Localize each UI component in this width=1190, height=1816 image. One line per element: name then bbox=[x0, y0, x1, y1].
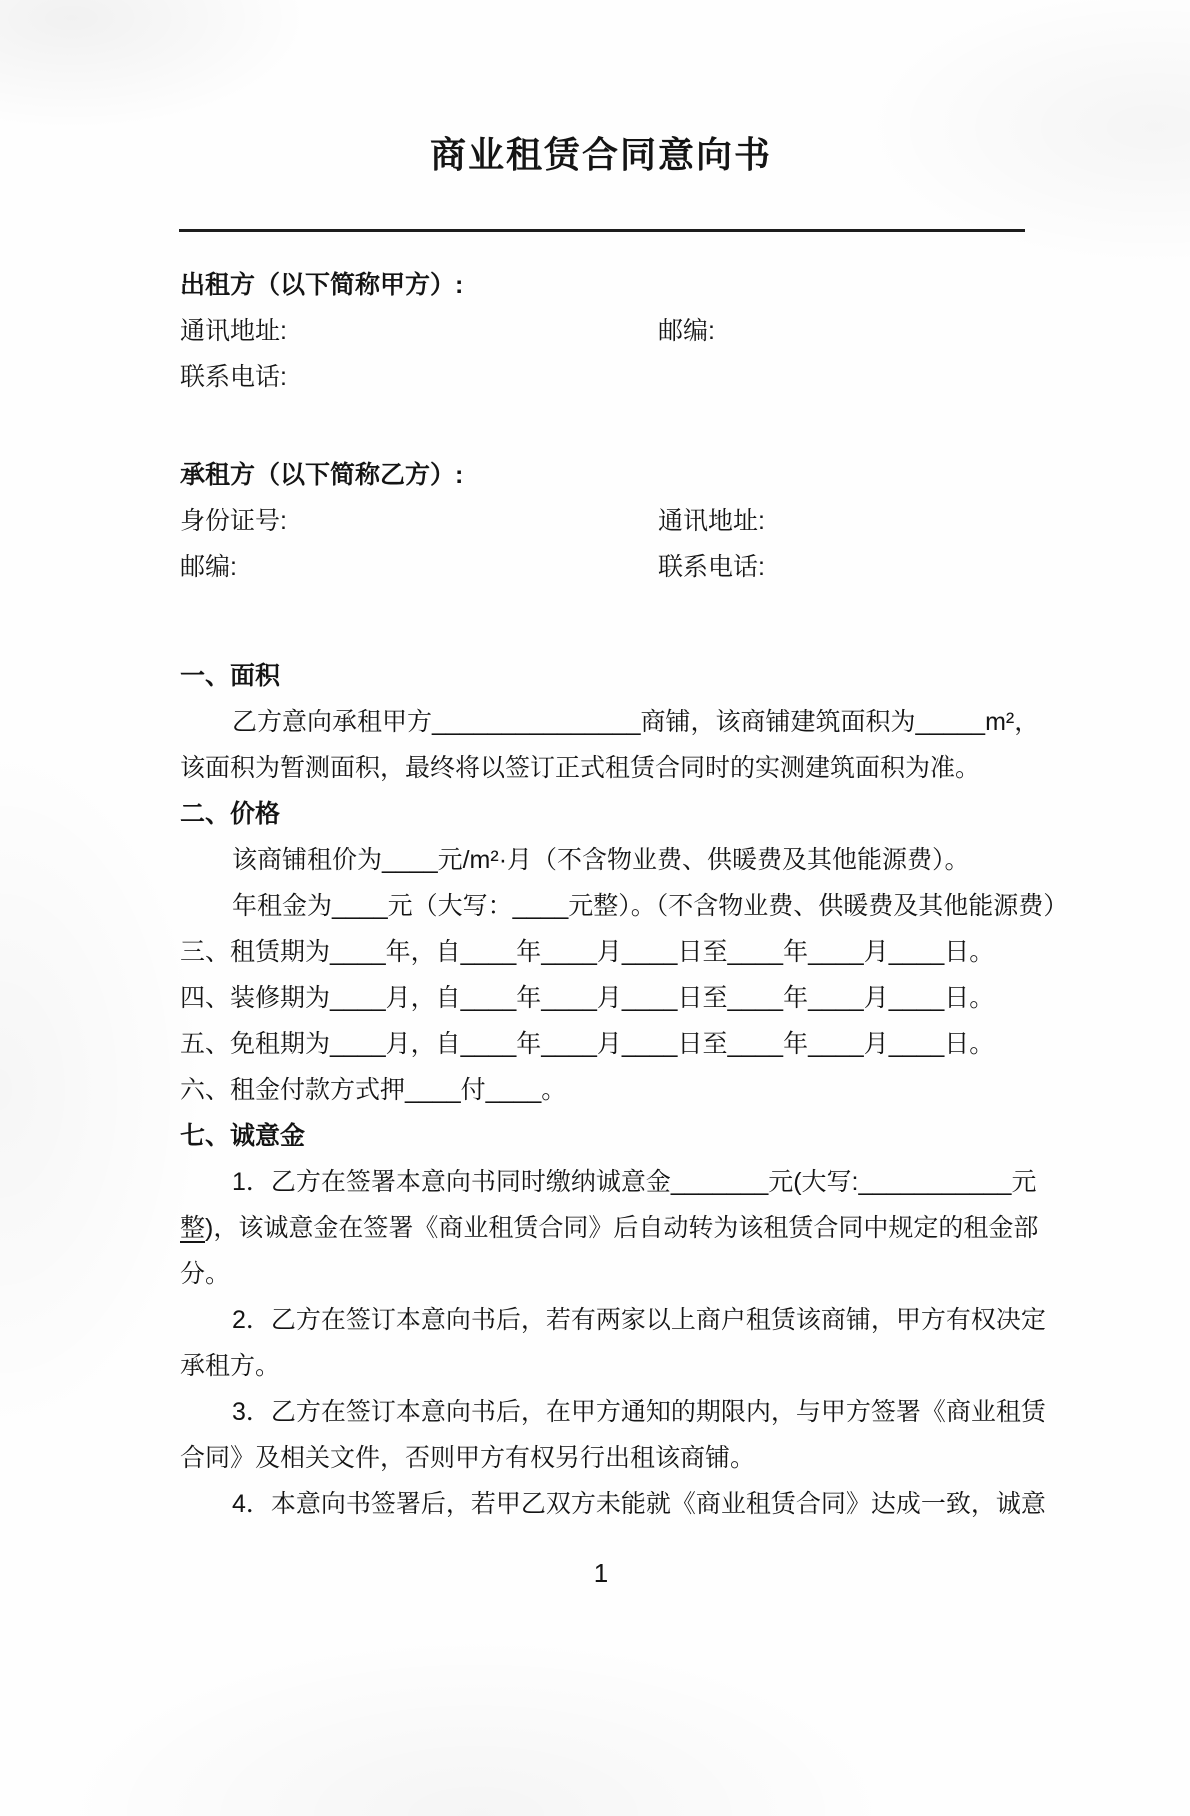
party-a-phone-label: 联系电话: bbox=[180, 363, 287, 391]
document-content bbox=[0, 132, 1190, 1596]
section-2-heading: 二、价格 bbox=[180, 800, 281, 828]
party-a-heading: 出租方（以下简称甲方）: bbox=[180, 271, 464, 299]
header-rule bbox=[179, 229, 1025, 232]
section-7-item-2-line-2: 承租方。 bbox=[180, 1352, 281, 1380]
party-b-id-label: 身份证号: bbox=[180, 507, 287, 535]
section-1-line-2: 该面积为暂测面积，最终将以签订正式租赁合同时的实测建筑面积为准。 bbox=[180, 754, 981, 782]
party-b-row-1 bbox=[180, 498, 1022, 544]
section-2-line-2: 年租金为____元（大写：____元整）。（不含物业费、供暖费及其他能源费） bbox=[232, 892, 1069, 920]
page-title: 商业租赁合同意向书 bbox=[429, 134, 772, 175]
section-3-clause: 三、租赁期为____年，自____年____月____日至____年____月____日。 bbox=[180, 938, 995, 966]
party-a-address-label: 通讯地址: bbox=[180, 317, 287, 345]
party-a-row-2 bbox=[180, 354, 1022, 400]
party-b-row-2 bbox=[180, 544, 1022, 590]
section-5-clause: 五、免租期为____月，自____年____月____日至____年____月____日。 bbox=[180, 1030, 995, 1058]
section-7-item-3-line-2: 合同》及相关文件，否则甲方有权另行出租该商铺。 bbox=[180, 1444, 756, 1472]
section-1-line-1: 乙方意向承租甲方_______________商铺，该商铺建筑面积为_____m²， bbox=[232, 708, 1040, 736]
page-number: 1 bbox=[593, 1558, 609, 1588]
section-4-clause: 四、装修期为____月，自____年____月____日至____年____月____日。 bbox=[180, 984, 995, 1012]
section-6-clause: 六、租金付款方式押____付____。 bbox=[180, 1076, 567, 1104]
section-7-item-1-line-2 bbox=[180, 1205, 1039, 1251]
section-7-item-1-underlined-char: 整 bbox=[180, 1214, 206, 1242]
party-b-postcode-label: 邮编: bbox=[180, 553, 237, 581]
party-b-heading: 承租方（以下简称乙方）: bbox=[180, 461, 464, 489]
section-7-item-1-line-1: 1．乙方在签署本意向书同时缴纳诚意金_______元(大写:___________元 bbox=[232, 1168, 1037, 1196]
party-a-postcode-label: 邮编: bbox=[658, 317, 715, 345]
party-b-address-label: 通讯地址: bbox=[658, 507, 765, 535]
section-7-item-1-line-3: 分。 bbox=[180, 1260, 231, 1288]
section-1-heading: 一、面积 bbox=[180, 662, 281, 690]
section-7-item-3-line-1: 3．乙方在签订本意向书后，在甲方通知的期限内，与甲方签署《商业租赁 bbox=[232, 1398, 1046, 1426]
section-7-item-1-line-2-rest: )，该诚意金在签署《商业租赁合同》后自动转为该租赁合同中规定的租金部 bbox=[205, 1214, 1039, 1242]
party-b-phone-label: 联系电话: bbox=[658, 553, 765, 581]
document-page bbox=[0, 132, 1190, 1816]
section-7-item-4-line-1: 4．本意向书签署后，若甲乙双方未能就《商业租赁合同》达成一致，诚意 bbox=[232, 1490, 1046, 1518]
section-2-line-1: 该商铺租价为____元/m²·月（不含物业费、供暖费及其他能源费）。 bbox=[232, 846, 970, 874]
section-7-item-2-line-1: 2．乙方在签订本意向书后，若有两家以上商户租赁该商铺，甲方有权决定 bbox=[232, 1306, 1046, 1334]
section-7-heading: 七、诚意金 bbox=[180, 1122, 306, 1150]
party-a-row-1 bbox=[180, 308, 1022, 354]
